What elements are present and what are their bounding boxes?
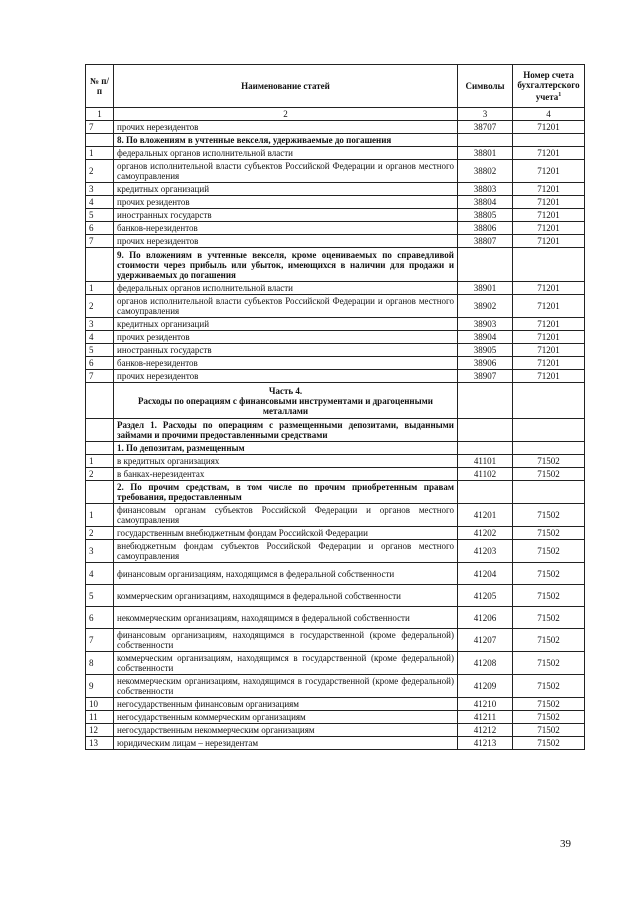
row-name: 2. По прочим средствам, в том числе по прочим приобретенным правам требования, предоставленным [114,481,458,504]
table-row [86,196,585,209]
row-number [86,419,114,442]
row-account: 71201 [513,235,585,248]
row-name: негосударственным коммерческим организациям [114,711,458,724]
row-name: прочих резидентов [114,331,458,344]
row-account: 71201 [513,331,585,344]
row-symbol: 41208 [458,652,513,675]
row-symbol: 38902 [458,295,513,318]
row-number: 1 [86,147,114,160]
index-cell: 4 [513,108,585,121]
table-row [86,652,585,675]
row-name: государственным внебюджетным фондам Российской Федерации [114,527,458,540]
row-number: 1 [86,504,114,527]
table-row [86,357,585,370]
row-symbol [458,481,513,504]
row-account: 71201 [513,183,585,196]
row-account: 71502 [513,737,585,750]
table-row [86,331,585,344]
row-account: 71502 [513,455,585,468]
table-row [86,540,585,563]
table-row [86,607,585,629]
row-symbol: 41213 [458,737,513,750]
row-account: 71502 [513,563,585,585]
row-symbol: 41211 [458,711,513,724]
row-number: 7 [86,121,114,134]
row-symbol: 38805 [458,209,513,222]
row-symbol: 38801 [458,147,513,160]
table-row [86,585,585,607]
table-row [86,629,585,652]
table-row [86,222,585,235]
row-number: 12 [86,724,114,737]
row-account: 71502 [513,468,585,481]
table-body [86,121,585,750]
row-symbol: 41201 [458,504,513,527]
row-number: 2 [86,468,114,481]
row-name: прочих нерезидентов [114,121,458,134]
row-number [86,383,114,419]
row-name: коммерческим организациям, находящимся в федеральной собственности [114,585,458,607]
table-row [86,711,585,724]
row-symbol: 38906 [458,357,513,370]
row-name: негосударственным некоммерческим организациям [114,724,458,737]
row-account: 71201 [513,222,585,235]
row-symbol: 38806 [458,222,513,235]
row-symbol: 38903 [458,318,513,331]
table-row [86,235,585,248]
table-row [86,209,585,222]
row-number: 10 [86,698,114,711]
row-number: 2 [86,295,114,318]
table-row [86,527,585,540]
table-row [86,121,585,134]
row-number: 7 [86,629,114,652]
row-account: 71502 [513,711,585,724]
row-name: некоммерческим организациям, находящимся в государственной (кроме федеральной) собственности [114,675,458,698]
row-name: Часть 4. Расходы по операциям с финансовыми инструментами и драгоценными металлами [114,383,458,419]
row-number: 2 [86,527,114,540]
index-cell: 3 [458,108,513,121]
row-name: прочих нерезидентов [114,235,458,248]
table-header-row [86,65,585,108]
table-row [86,318,585,331]
row-symbol: 38707 [458,121,513,134]
row-number: 1 [86,455,114,468]
row-symbol: 41204 [458,563,513,585]
row-symbol: 41207 [458,629,513,652]
row-account: 71201 [513,295,585,318]
row-number: 5 [86,585,114,607]
row-number: 13 [86,737,114,750]
row-symbol: 38804 [458,196,513,209]
table-row [86,737,585,750]
table-row [86,698,585,711]
row-account: 71201 [513,160,585,183]
row-number: 6 [86,357,114,370]
row-number: 5 [86,209,114,222]
row-name: прочих нерезидентов [114,370,458,383]
row-symbol: 38907 [458,370,513,383]
row-account: 71502 [513,585,585,607]
row-name: банков-нерезидентов [114,357,458,370]
row-number: 5 [86,344,114,357]
document-page [85,64,584,750]
row-number: 4 [86,196,114,209]
index-cell: 1 [86,108,114,121]
row-name: 8. По вложениям в учтенные векселя, удерживаемые до погашения [114,134,458,147]
row-name: коммерческим организациям, находящимся в государственной (кроме федеральной) собственности [114,652,458,675]
table-row [86,455,585,468]
table-row [86,370,585,383]
row-account: 71201 [513,196,585,209]
row-name: 9. По вложениям в учтенные векселя, кроме оцениваемых по справедливой стоимости через прибыль или убыток, имеющихся в наличии для продажи и удерживаемых до погашения [114,248,458,282]
row-name: федеральных органов исполнительной власти [114,147,458,160]
row-symbol: 41203 [458,540,513,563]
table-row [86,183,585,196]
table-row [86,724,585,737]
row-number: 7 [86,370,114,383]
row-number: 1 [86,282,114,295]
table-index-row [86,108,585,121]
table-row [86,248,585,282]
row-number [86,134,114,147]
row-symbol [458,383,513,419]
row-number: 6 [86,607,114,629]
row-name: 1. По депозитам, размещенным [114,442,458,455]
row-name: федеральных органов исполнительной власти [114,282,458,295]
row-number: 4 [86,563,114,585]
row-name: финансовым организациям, находящимся в государственной (кроме федеральной) собственности [114,629,458,652]
row-name: банков-нерезидентов [114,222,458,235]
table-row [86,563,585,585]
header-number: № п/п [86,65,114,108]
row-number: 6 [86,222,114,235]
row-name: кредитных организаций [114,183,458,196]
row-number [86,442,114,455]
row-account: 71502 [513,724,585,737]
row-symbol: 38803 [458,183,513,196]
row-symbol: 38807 [458,235,513,248]
row-number: 2 [86,160,114,183]
row-account: 71502 [513,607,585,629]
row-symbol [458,419,513,442]
row-number: 9 [86,675,114,698]
row-name: внебюджетным фондам субъектов Российской Федерации и органов местного самоуправления [114,540,458,563]
row-number: 3 [86,318,114,331]
row-account: 71201 [513,357,585,370]
row-account [513,383,585,419]
table-row [86,147,585,160]
row-account: 71201 [513,318,585,331]
row-name: прочих резидентов [114,196,458,209]
row-account: 71201 [513,344,585,357]
row-account [513,134,585,147]
row-account: 71502 [513,652,585,675]
row-symbol: 38802 [458,160,513,183]
row-symbol: 41209 [458,675,513,698]
row-name: органов исполнительной власти субъектов Российской Федерации и органов местного самоуправления [114,160,458,183]
row-number: 3 [86,183,114,196]
row-account: 71502 [513,698,585,711]
row-account: 71502 [513,540,585,563]
row-symbol: 41101 [458,455,513,468]
row-symbol: 41210 [458,698,513,711]
row-name: некоммерческим организациям, находящимся в федеральной собственности [114,607,458,629]
table-row [86,344,585,357]
row-number: 7 [86,235,114,248]
row-name: в банках-нерезидентах [114,468,458,481]
table-row [86,282,585,295]
table-row [86,675,585,698]
header-account [513,65,585,108]
row-account: 71502 [513,527,585,540]
table-row [86,468,585,481]
row-account: 71201 [513,147,585,160]
table-row [86,481,585,504]
row-account [513,419,585,442]
row-symbol [458,442,513,455]
header-account-label: Номер счета бухгалтерского учета [517,70,580,102]
row-number [86,248,114,282]
row-symbol: 38905 [458,344,513,357]
table-row [86,295,585,318]
row-symbol: 41202 [458,527,513,540]
row-name: финансовым органам субъектов Российской Федерации и органов местного самоуправления [114,504,458,527]
row-account: 71502 [513,629,585,652]
row-name: юридическим лицам – нерезидентам [114,737,458,750]
row-account: 71201 [513,282,585,295]
page-number: 39 [560,838,571,850]
row-name: Раздел 1. Расходы по операциям с размещенными депозитами, выданными займами и прочими предоставленными средствами [114,419,458,442]
row-account: 71201 [513,209,585,222]
header-name: Наименование статей [114,65,458,108]
row-account [513,248,585,282]
row-number [86,481,114,504]
row-symbol: 38901 [458,282,513,295]
row-account [513,481,585,504]
table-row [86,134,585,147]
row-account: 71201 [513,121,585,134]
table-row [86,504,585,527]
row-number: 3 [86,540,114,563]
header-account-footnote: 1 [558,92,562,98]
row-number: 11 [86,711,114,724]
row-name: кредитных организаций [114,318,458,331]
row-symbol: 41205 [458,585,513,607]
row-symbol: 41102 [458,468,513,481]
row-name: в кредитных организациях [114,455,458,468]
row-symbol [458,248,513,282]
row-number: 4 [86,331,114,344]
row-name: иностранных государств [114,344,458,357]
row-number: 8 [86,652,114,675]
row-account: 71502 [513,504,585,527]
row-symbol: 38904 [458,331,513,344]
table-row [86,160,585,183]
row-symbol: 41212 [458,724,513,737]
row-account [513,442,585,455]
row-name: негосударственным финансовым организациям [114,698,458,711]
row-name: органов исполнительной власти субъектов Российской Федерации и органов местного самоуправления [114,295,458,318]
row-symbol: 41206 [458,607,513,629]
accounts-table [85,64,585,750]
row-account: 71201 [513,370,585,383]
table-row [86,442,585,455]
table-row [86,383,585,419]
row-symbol [458,134,513,147]
index-cell: 2 [114,108,458,121]
row-account: 71502 [513,675,585,698]
table-row [86,419,585,442]
row-name: иностранных государств [114,209,458,222]
row-name: финансовым организациям, находящимся в федеральной собственности [114,563,458,585]
header-symbol: Символы [458,65,513,108]
